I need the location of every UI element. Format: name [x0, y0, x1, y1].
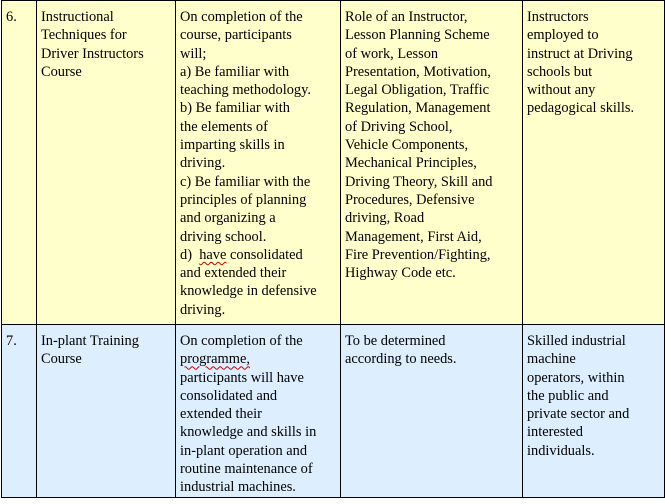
- content-cell: [341, 325, 523, 498]
- course-name-line: Techniques for: [41, 27, 127, 44]
- table-row: [2, 1, 665, 325]
- target-line: interested: [527, 424, 583, 441]
- target-line: schools but: [527, 63, 593, 80]
- content-line: Highway Code etc.: [345, 265, 456, 282]
- objectives-line: knowledge in defensive: [180, 283, 317, 300]
- content-line: Vehicle Components,: [345, 137, 469, 154]
- target-group-cell: [523, 1, 665, 325]
- content-line: Regulation, Management: [345, 100, 491, 117]
- objectives-line: consolidated and: [180, 387, 278, 404]
- objectives-line: and organizing a: [180, 210, 276, 227]
- course-name-line: In-plant Training: [41, 333, 139, 349]
- content-line: Fire Prevention/Fighting,: [345, 246, 491, 263]
- objectives-line: driving.: [180, 301, 226, 318]
- spellcheck-flagged-word: programme,: [180, 351, 250, 368]
- objectives-cell: [176, 1, 341, 325]
- objectives-line: in-plant operation and: [180, 442, 308, 459]
- objectives-line: the elements of: [180, 118, 268, 135]
- content-line: Mechanical Principles,: [345, 155, 477, 172]
- content-line: To be determined: [345, 333, 446, 349]
- course-name-line: Course: [41, 63, 82, 80]
- row-number: 7.: [6, 333, 17, 349]
- objectives-line: and extended their: [180, 265, 287, 282]
- content-line: driving, Road: [345, 210, 425, 227]
- course-name-cell: [37, 325, 176, 498]
- content-line: Lesson Planning Scheme: [345, 27, 490, 44]
- content-line: of work, Lesson: [345, 45, 439, 62]
- objectives-line: teaching methodology.: [180, 82, 311, 99]
- objectives-line: [180, 350, 337, 368]
- objectives-line: imparting skills in: [180, 137, 285, 154]
- item-marker: d): [180, 246, 192, 263]
- target-line: without any: [527, 82, 596, 99]
- content-cell: [341, 1, 523, 325]
- target-line: individuals.: [527, 442, 595, 459]
- target-line: instruct at Driving: [527, 45, 633, 62]
- content-line: Role of an Instructor,: [345, 9, 468, 25]
- target-group-cell: [523, 325, 665, 498]
- target-line: pedagogical skills.: [527, 100, 635, 117]
- objectives-line: extended their: [180, 406, 262, 423]
- course-name-line: Course: [41, 351, 82, 368]
- course-name-cell: [37, 1, 176, 325]
- objectives-text: consolidated: [229, 246, 303, 263]
- content-line: Driving Theory, Skill and: [345, 173, 493, 190]
- objectives-line: On completion of the: [180, 9, 303, 25]
- objectives-line: knowledge and skills in: [180, 424, 317, 441]
- row-number-cell: [2, 1, 37, 325]
- content-line: Management, First Aid,: [345, 228, 482, 245]
- objectives-line: b) Be familiar with: [180, 100, 290, 117]
- objectives-line: driving.: [180, 155, 226, 172]
- content-line: Legal Obligation, Traffic: [345, 82, 490, 99]
- objectives-line: a) Be familiar with: [180, 63, 290, 80]
- row-number-cell: [2, 325, 37, 498]
- objectives-line: participants will have: [180, 369, 304, 386]
- table-row: [2, 325, 665, 498]
- target-line: Skilled industrial: [527, 333, 626, 349]
- content-line: Presentation, Motivation,: [345, 63, 491, 80]
- objectives-line: driving school.: [180, 228, 267, 245]
- target-line: machine: [527, 351, 576, 368]
- objectives-line: industrial machines.: [180, 479, 296, 496]
- objectives-line: will;: [180, 45, 207, 62]
- objectives-line: c) Be familiar with the: [180, 173, 311, 190]
- content-line: according to needs.: [345, 351, 457, 368]
- row-number: 6.: [6, 9, 17, 25]
- objectives-line: [180, 246, 337, 264]
- objectives-line: On completion of the: [180, 333, 303, 349]
- target-line: the public and: [527, 387, 609, 404]
- target-line: Instructors: [527, 9, 589, 25]
- target-line: operators, within: [527, 369, 625, 386]
- course-name-line: Instructional: [41, 9, 114, 25]
- course-name-line: Driver Instructors: [41, 45, 144, 62]
- objectives-line: principles of planning: [180, 191, 307, 208]
- spellcheck-flagged-word: have: [199, 246, 227, 263]
- target-line: private sector and: [527, 406, 630, 423]
- objectives-line: course, participants: [180, 27, 292, 44]
- content-line: of Driving School,: [345, 118, 453, 135]
- objectives-line: routine maintenance of: [180, 461, 313, 478]
- objectives-cell: [176, 325, 341, 498]
- target-line: employed to: [527, 27, 599, 44]
- content-line: Procedures, Defensive: [345, 191, 475, 208]
- courses-table: [1, 0, 665, 498]
